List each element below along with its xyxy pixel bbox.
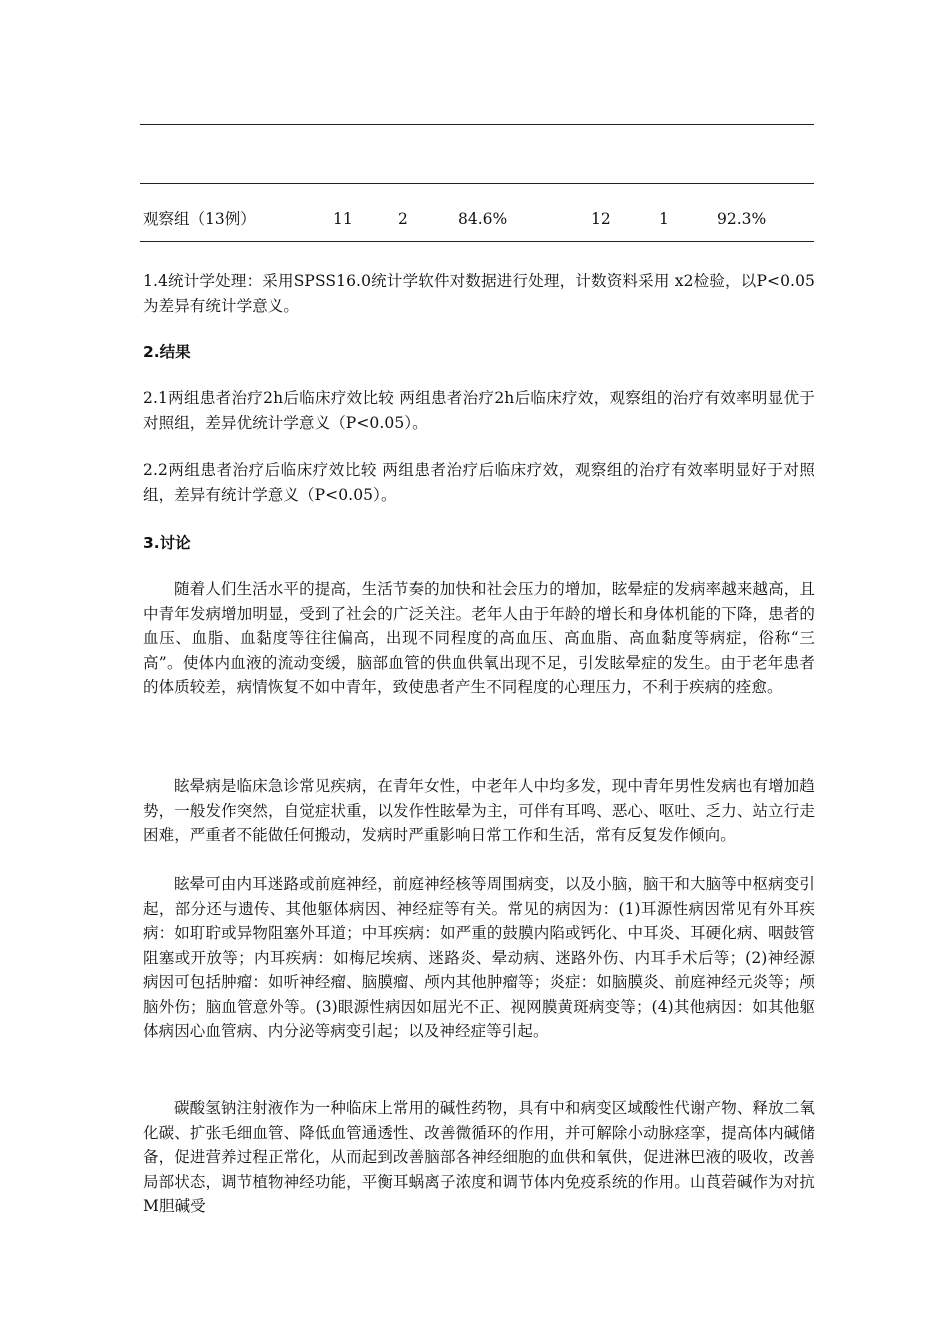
table-cell-b2: 1 bbox=[659, 210, 669, 228]
table-cell-a2: 2 bbox=[398, 210, 408, 228]
table-cell-group: 观察组（13例） bbox=[143, 210, 256, 228]
table-cell-a3: 84.6% bbox=[458, 210, 508, 228]
table-rule-middle bbox=[140, 183, 814, 184]
paragraph-statistics: 1.4统计学处理：采用SPSS16.0统计学软件对数据进行处理，计数资料采用 x2检验，以P<0.05为差异有统计学意义。 bbox=[143, 272, 815, 315]
paragraph-result-2-1: 2.1两组患者治疗2h后临床疗效比较 两组患者治疗2h后临床疗效，观察组的治疗有效率明显优于对照组，差异优统计学意义（P<0.05）。 bbox=[143, 389, 815, 432]
section-heading-discussion: 3.讨论 bbox=[143, 534, 191, 552]
table-cell-b1: 12 bbox=[591, 210, 611, 228]
table-rule-top bbox=[140, 124, 814, 125]
paragraph-discussion-2: 眩晕病是临床急诊常见疾病，在青年女性，中老年人中均多发，现中青年男性发病也有增加趋势，一般发作突然，自觉症状重，以发作性眩晕为主，可伴有耳鸣、恶心、呕吐、乏力、站立行走困难，严重者不能做任何搬动，发病时严重影响日常工作和生活，常有反复发作倾向。 bbox=[143, 777, 815, 844]
table-rule-bottom bbox=[140, 241, 814, 242]
section-heading-results: 2.结果 bbox=[143, 343, 191, 361]
table-row bbox=[140, 207, 814, 231]
paragraph-discussion-4: 碳酸氢钠注射液作为一种临床上常用的碱性药物，具有中和病变区域酸性代谢产物、释放二氧化碳、扩张毛细血管、降低血管通透性、改善微循环的作用，并可解除小动脉痉挛，提高体内碱储备，促进营养过程正常化，从而起到改善脑部各神经细胞的血供和氧供，促进淋巴液的吸收，改善局部状态，调节植物神经功能，平衡耳蜗离子浓度和调节体内免疫系统的作用。山莨菪碱作为对抗M胆碱受 bbox=[143, 1099, 815, 1215]
table-cell-b3: 92.3% bbox=[717, 210, 767, 228]
table-cell-a1: 11 bbox=[333, 210, 353, 228]
paragraph-result-2-2: 2.2两组患者治疗后临床疗效比较 两组患者治疗后临床疗效，观察组的治疗有效率明显好于对照组，差异有统计学意义（P<0.05）。 bbox=[143, 461, 815, 504]
paragraph-discussion-1: 随着人们生活水平的提高，生活节奏的加快和社会压力的增加，眩晕症的发病率越来越高，且中青年发病增加明显，受到了社会的广泛关注。老年人由于年龄的增长和身体机能的下降，患者的血压、血脂、血黏度等往往偏高，出现不同程度的高血压、高血脂、高血黏度等病症，俗称“三高”。使体内血液的流动变缓，脑部血管的供血供氧出现不足，引发眩晕症的发生。由于老年患者的体质较差，病情恢复不如中青年，致使患者产生不同程度的心理压力，不利于疾病的痊愈。 bbox=[143, 580, 815, 696]
paragraph-discussion-3: 眩晕可由内耳迷路或前庭神经，前庭神经核等周围病变，以及小脑，脑干和大脑等中枢病变引起，部分还与遗传、其他躯体病因、神经症等有关。常见的病因为：(1)耳源性病因常见有外耳疾病：如耵聍或异物阻塞外耳道；中耳疾病：如严重的鼓膜内陷或钙化、中耳炎、耳硬化病、咽鼓管阻塞或开放等；内耳疾病：如梅尼埃病、迷路炎、晕动病、迷路外伤、内耳手术后等；(2)神经源病因可包括肿瘤：如听神经瘤、脑膜瘤、颅内其他肿瘤等；炎症：如脑膜炎、前庭神经元炎等；颅脑外伤；脑血管意外等。(3)眼源性病因如屈光不正、视网膜黄斑病变等；(4)其他病因：如其他躯体病因心血管病、内分泌等病变引起；以及神经症等引起。 bbox=[143, 875, 815, 1040]
